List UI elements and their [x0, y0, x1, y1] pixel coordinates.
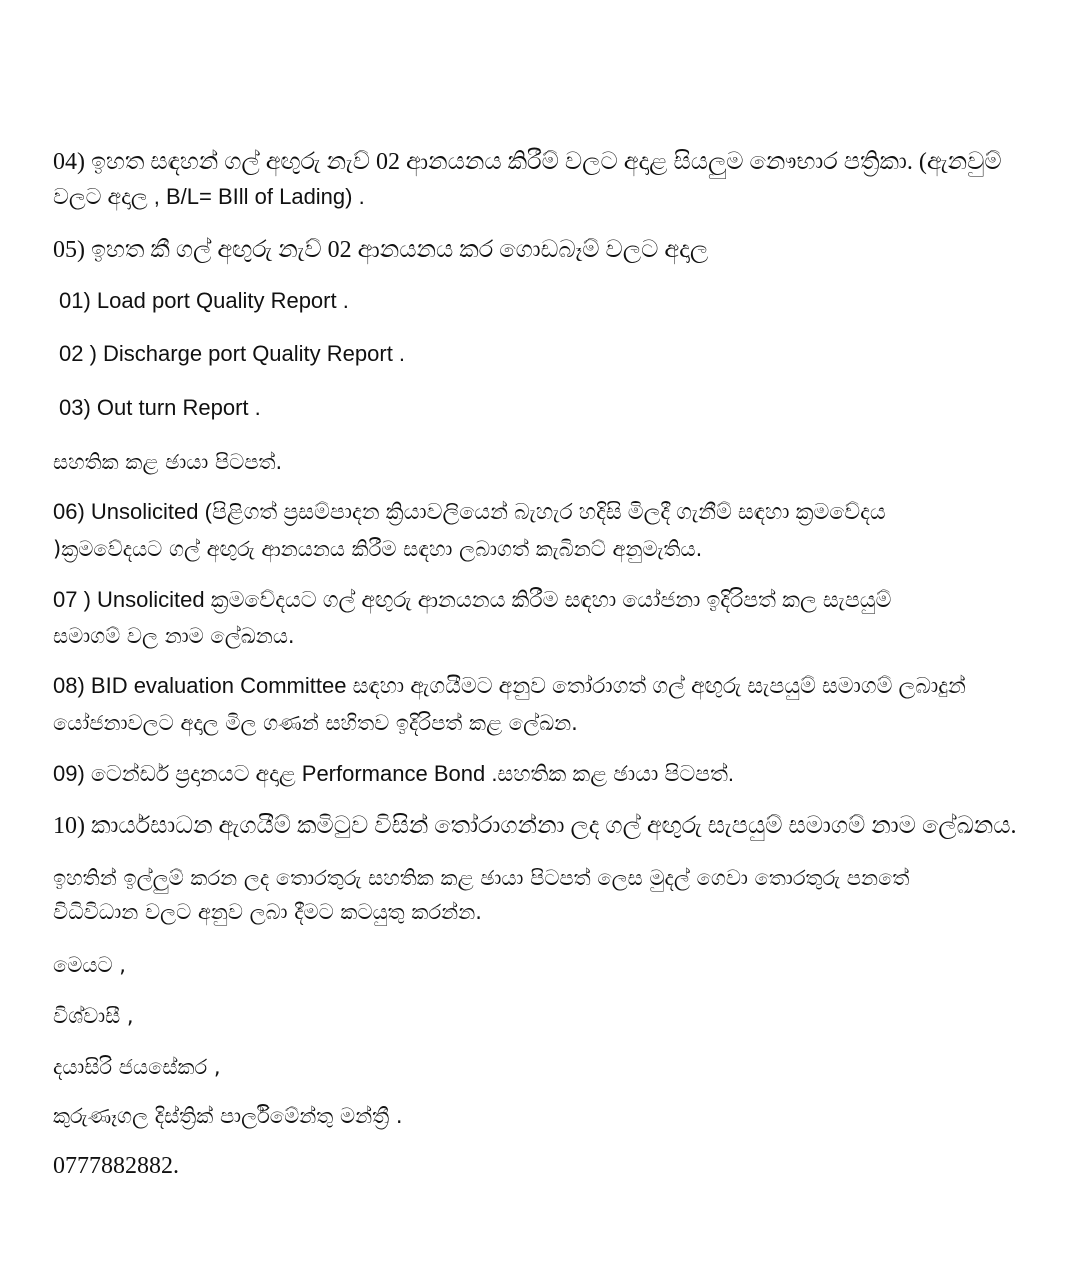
- item-07-line-1: 07 ) Unsolicited ක්‍රමවේදයට ගල් අඟුරු ආනයනය කිරීම සඳහා යෝජනා ඉදිරිපත් කල සැපයුම්: [53, 587, 892, 612]
- item-05-sub-1: 01) Load port Quality Report .: [59, 288, 349, 313]
- item-08-line-1: 08) BID evaluation Committee සඳහා ඇගයීමට අනුව තෝරාගත් ගල් අඟුරු සැපයුම් සමාගම් ලබාදුන්: [53, 673, 966, 698]
- item-05-sub-3: 03) Out turn Report .: [59, 395, 261, 420]
- item-08-line-2: යෝජනාවලට අදාල මිල ගණන් සහිතව ඉදිරිපත් කළ ලේඛන.: [53, 711, 578, 735]
- item-04-line-1: 04) ඉහත සඳහන් ගල් අඟුරු නැව් 02 ආනයනය කිරීම් වලට අදාළ සියලුම නෞභාර පත්‍රිකා. (ඇනවුම්: [53, 149, 1002, 175]
- item-04-line-2: වලට අදාල , B/L= BIll of Lading) .: [53, 184, 365, 209]
- signatory-name: දයාසිරි ජයසේකර ,: [53, 1055, 221, 1079]
- closing-line-1: ඉහතින් ඉල්ලුම් කරන ලද තොරතුරු සහතික කළ ඡායා පිටපත් ලෙස මුදල් ගෙවා තොරතුරු පනතේ: [53, 866, 910, 890]
- signatory-title: කුරුණෑගල දිස්ත්‍රික් පාර්ලිමේන්තු මන්ත්‍රී .: [53, 1104, 403, 1128]
- item-05-heading: 05) ඉහත කී ගල් අඟුරු නැව් 02 ආනයනය කර ගොඩබෑම් වලට අදාල: [53, 237, 709, 263]
- item-07-line-2: සමාගම් වල නාම ලේඛනය.: [53, 624, 295, 648]
- item-06-line-2: )ක්‍රමවේදයට ගල් අඟුරු ආනයනය කිරීම සඳහා ලබාගත් කැබිනට් අනුමැතිය.: [53, 537, 703, 561]
- item-05-tail: සහතික කළ ඡායා පිටපත්.: [53, 450, 283, 474]
- item-10-line-1: 10) කාර්යසාධන ඇගයීම් කමිටුව විසින් තෝරාගන්නා ලද ගල් අඟුරු සැපයුම් සමාගම් නාම ලේඛනය.: [53, 813, 1017, 839]
- phone-number: 0777882882.: [53, 1153, 179, 1179]
- item-05-sub-2: 02 ) Discharge port Quality Report .: [59, 341, 406, 366]
- closing-line-2: විධිවිධාන වලට අනුව ලබා දීමට කටයුතු කරන්න.: [53, 900, 482, 924]
- item-09-line-1: 09) ටෙන්ඩර් ප්‍රදානයට අදාළ Performance Bond .සහතික කළ ඡායා පිටපත්.: [53, 761, 735, 786]
- addressee: මෙයට ,: [53, 953, 126, 977]
- regards: විශ්වාසී ,: [53, 1004, 134, 1028]
- item-06-line-1: 06) Unsolicited (පිළිගත් ප්‍රසම්පාදන ක්‍රියාවලියෙන් බැහැර හදිසි මිලදී ගැනීම් සඳහා ක්‍රමවේදය: [53, 499, 886, 524]
